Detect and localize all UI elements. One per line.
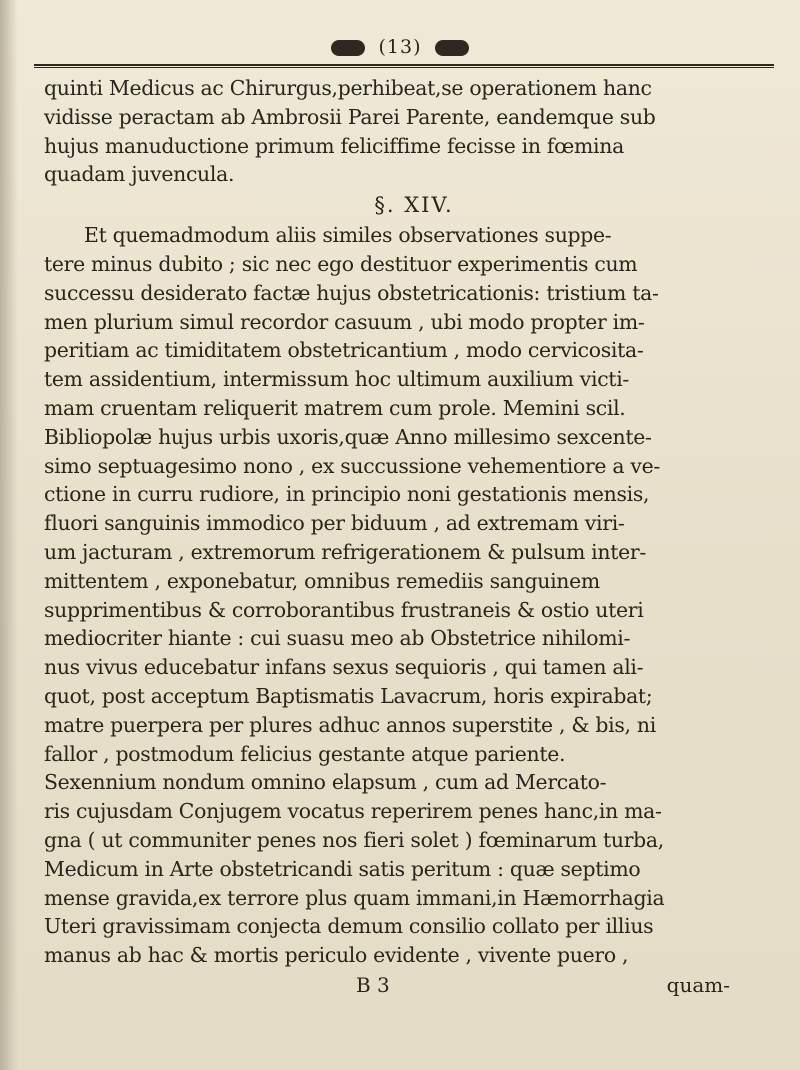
- text-line: fallor , postmodum felicius gestante atque pariente.: [44, 741, 566, 766]
- text-line: mam cruentam reliquerit matrem cum prole. Memini scil.: [44, 395, 626, 420]
- text-line: tere minus dubito ; sic nec ego destituor experimentis cum: [44, 251, 638, 276]
- text-line: ctione in curru rudiore, in principio noni gestationis mensis,: [44, 482, 650, 507]
- text-line: quot, post acceptum Baptismatis Lavacrum, horis expirabat;: [44, 683, 653, 708]
- text-line: quadam juvencula.: [44, 162, 235, 187]
- header-rule: [34, 64, 774, 68]
- page-gutter-shadow: [0, 0, 18, 1070]
- catchword: quam-: [666, 972, 730, 997]
- text-line: gna ( ut communiter penes nos fieri solet ) fœminarum turba,: [44, 827, 664, 852]
- text-line: mense gravida,ex terrore plus quam immani,in Hæmorrhagia: [44, 885, 665, 910]
- text-line: men plurium simul recordor casuum , ubi modo propter im-: [44, 309, 645, 334]
- text-line: quinti Medicus ac Chirurgus,perhibeat,se operationem hanc: [44, 76, 652, 100]
- page-number: (13): [378, 36, 422, 58]
- page-footer: [44, 970, 784, 1000]
- text-line: tem assidentium, intermissum hoc ultimum auxilium victi-: [44, 367, 630, 392]
- text-line: ris cujusdam Conjugem vocatus reperirem penes hanc,in ma-: [44, 799, 662, 824]
- text-line: manus ab hac & mortis periculo evidente , vivente puero ,: [44, 943, 629, 968]
- text-line: successu desiderato factæ hujus obstetricationis: tristium ta-: [44, 280, 659, 305]
- text-line: Bibliopolæ hujus urbis uxoris,quæ Anno millesimo sexcente-: [44, 424, 652, 449]
- ornament-right-icon: [435, 40, 469, 56]
- text-line: Uteri gravissimam conjecta demum consilio collato per illius: [44, 914, 654, 939]
- text-line: peritiam ac timiditatem obstetricantium , modo cervicosita-: [44, 338, 644, 363]
- body-text: [44, 74, 784, 1000]
- text-line: supprimentibus & corroborantibus frustraneis & ostio uteri: [44, 597, 644, 622]
- ornament-left-icon: [331, 40, 365, 56]
- text-line: vidisse peractam ab Ambrosii Parei Parente, eandemque sub: [44, 104, 656, 129]
- text-line: hujus manuductione primum feliciffime fecisse in fœmina: [44, 133, 624, 158]
- text-line: mediocriter hiante : cui suasu meo ab Obstetrice nihilomi-: [44, 626, 631, 651]
- text-line: um jacturam , extremorum refrigerationem & pulsum inter-: [44, 539, 646, 564]
- text-line: Et quemadmodum aliis similes observationes suppe-: [84, 223, 612, 248]
- text-line: simo septuagesimo nono , ex succussione vehementiore a ve-: [44, 453, 660, 478]
- text-line: mittentem , exponebatur, omnibus remediis sanguinem: [44, 568, 600, 593]
- page-header: [0, 36, 800, 58]
- text-line: fluori sanguinis immodico per biduum , ad extremam viri-: [44, 511, 625, 536]
- text-line: Sexennium nondum omnino elapsum , cum ad Mercato-: [44, 770, 607, 795]
- text-line: matre puerpera per plures adhuc annos superstite , & bis, ni: [44, 712, 656, 737]
- section-heading: §. XIV.: [374, 193, 454, 218]
- text-line: Medicum in Arte obstetricandi satis peritum : quæ septimo: [44, 856, 641, 881]
- signature-mark: B 3: [356, 972, 390, 997]
- text-line: nus vivus educebatur infans sexus sequioris , qui tamen ali-: [44, 655, 644, 680]
